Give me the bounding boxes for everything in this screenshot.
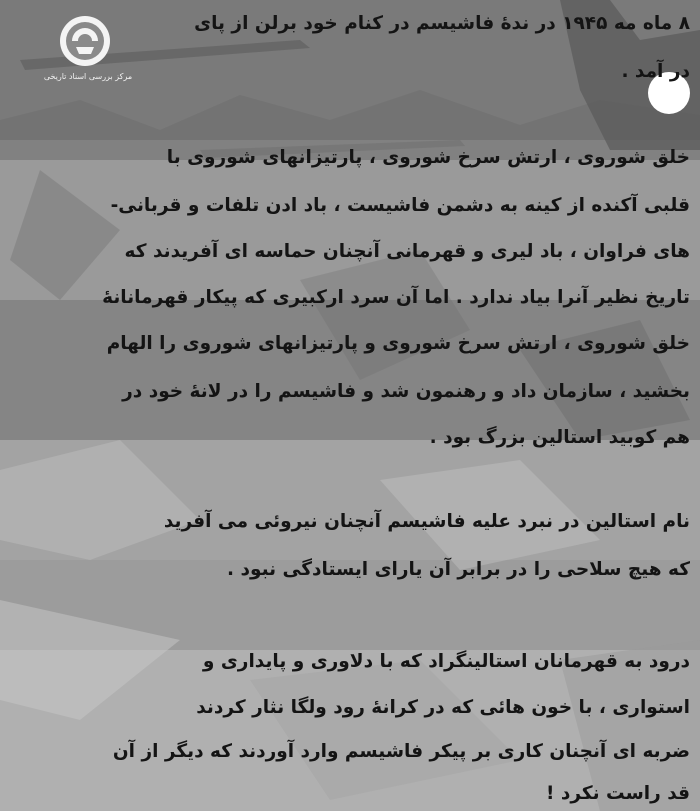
text-line: قد راست نکرد ! — [545, 783, 690, 804]
text-line: تاریخ نظیر آنرا بیاد ندارد . اما آن سرد ارکبیری که پیکار قهرمانانهٔ — [102, 287, 690, 308]
text-line: خلق شوروی ، ارتش سرخ شوروی ، پارتیزانهای شوروی با — [166, 147, 690, 168]
text-line: استواری ، با خون هائی که در کرانهٔ رود ولگا نثار کردند — [196, 697, 690, 718]
text-line: نام استالین در نبرد علیه فاشیسم آنچنان نیروئی می آفرید — [163, 511, 690, 532]
text-line: خلق شوروی ، ارتش سرخ شوروی و پارتیزانهای شوروی را الهام — [106, 333, 690, 354]
text-line: در آمد . — [621, 61, 690, 82]
text-line: بخشید ، سازمان داد و رهنمون شد و فاشیسم را در لانهٔ خود در — [122, 381, 690, 402]
text-line: ۸ ماه مه ۱۹۴۵ در ندهٔ فاشیسم در کنام خود برلن از پای — [194, 13, 690, 34]
text-line: های فراوان ، باد لیری و قهرمانی آنچنان حماسه ای آفریدند که — [124, 241, 690, 262]
text-line: که هیچ سلاحی را در برابر آن یارای ایستادگی نبود . — [227, 559, 690, 580]
archive-logo-caption: مرکز بررسی اسناد تاریخی — [43, 72, 133, 81]
text-line: قلبی آکنده از کینه به دشمن فاشیست ، باد ادن تلفات و قربانی- — [110, 195, 690, 216]
text-line: ضربه ای آنچنان کاری بر پیکر فاشیسم وارد آوردند که دیگر از آن — [112, 741, 690, 762]
text-line: درود به قهرمانان استالینگراد که با دلاوری و پایداری و — [202, 651, 690, 672]
text-line: هم کوبید استالین بزرگ بود . — [429, 427, 690, 448]
